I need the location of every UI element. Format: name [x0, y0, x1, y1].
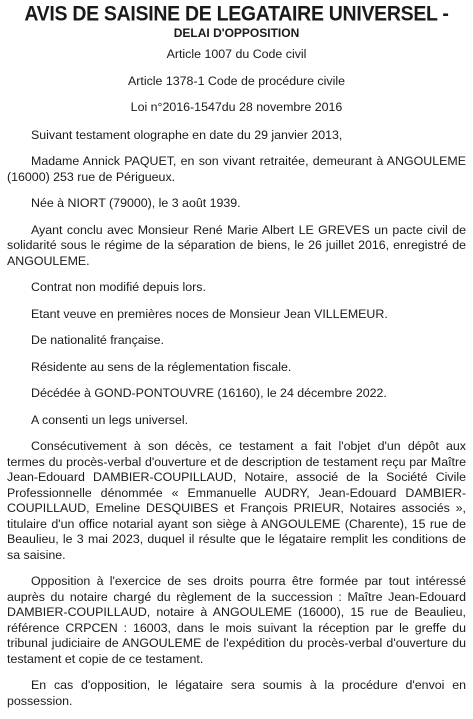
paragraph-deposit: Consécutivement à son décès, ce testament a fait l'objet d'un dépôt aux termes du procès-verbal d'ouverture et de description de testament reçu par Maître Jean-Edouard DAMBIER-COUPILLAUD, Notaire, associé de la Société Civile Professionnelle dénommée « Emmanuelle AUDRY, Jean-Edouard DAMBIER-COUPILLAUD, Emeline DESQUIBES et François PRIEUR, Notaires associés », titulaire d'un office notarial ayant son siège à ANGOULEME (Charente), 15 rue de Beaulieu, le 3 mai 2023, duquel il résulte que le légataire remplit les conditions de sa saisine.	[7, 439, 466, 562]
legal-reference-law: Loi n°2016-1547du 28 novembre 2016	[130, 100, 343, 114]
paragraph-pacs: Ayant conclu avec Monsieur René Marie Albert LE GREVES un pacte civil de solidarité sous le régime de la séparation de biens, le 26 juillet 2016, enregistré de ANGOULEME.	[7, 222, 466, 268]
legal-reference-civil-code: Article 1007 du Code civil	[166, 47, 307, 61]
paragraph-testament-date: Suivant testament olographe en date du 29 janvier 2013,	[31, 127, 343, 142]
paragraph-universal-legacy: A consenti un legs universel.	[31, 412, 189, 427]
notice-title: AVIS DE SAISINE DE LEGATAIRE UNIVERSEL -	[24, 2, 449, 26]
paragraph-opposition: Opposition à l'exercice de ses droits pourra être formée par tout intéressé auprès du notaire chargé du règlement de la succession : Maître Jean-Edouard DAMBIER-COUPILLAUD, notaire à ANGOULEME (16000), 15 rue de Beaulieu, référence CRPCEN : 16003, dans le mois suivant la réception par le greffe du tribunal judiciaire de ANGOULEME de l'expédition du procès-verbal d'ouverture du testament et copie de ce testament.	[7, 574, 466, 666]
paragraph-widowhood: Etant veuve en premières noces de Monsieur Jean VILLEMEUR.	[31, 306, 388, 321]
paragraph-death: Décédée à GOND-PONTOUVRE (16160), le 24 décembre 2022.	[31, 386, 387, 400]
paragraph-contract-status: Contrat non modifié depuis lors.	[31, 280, 206, 294]
paragraph-possession-procedure: En cas d'opposition, le légataire sera soumis à la procédure d'envoi en possession.	[7, 678, 466, 708]
paragraph-deceased-identity: Madame Annick PAQUET, en son vivant retraitée, demeurant à ANGOULEME (16000) 253 rue de Périgueux.	[7, 154, 466, 184]
paragraph-tax-residence: Résidente au sens de la réglementation fiscale.	[31, 359, 292, 374]
paragraph-birth: Née à NIORT (79000), le 3 août 1939.	[31, 196, 241, 210]
notice-subtitle: DELAI D'OPPOSITION	[173, 26, 300, 40]
legal-reference-civil-procedure: Article 1378-1 Code de procédure civile	[128, 73, 345, 88]
paragraph-nationality: De nationalité française.	[31, 333, 164, 347]
